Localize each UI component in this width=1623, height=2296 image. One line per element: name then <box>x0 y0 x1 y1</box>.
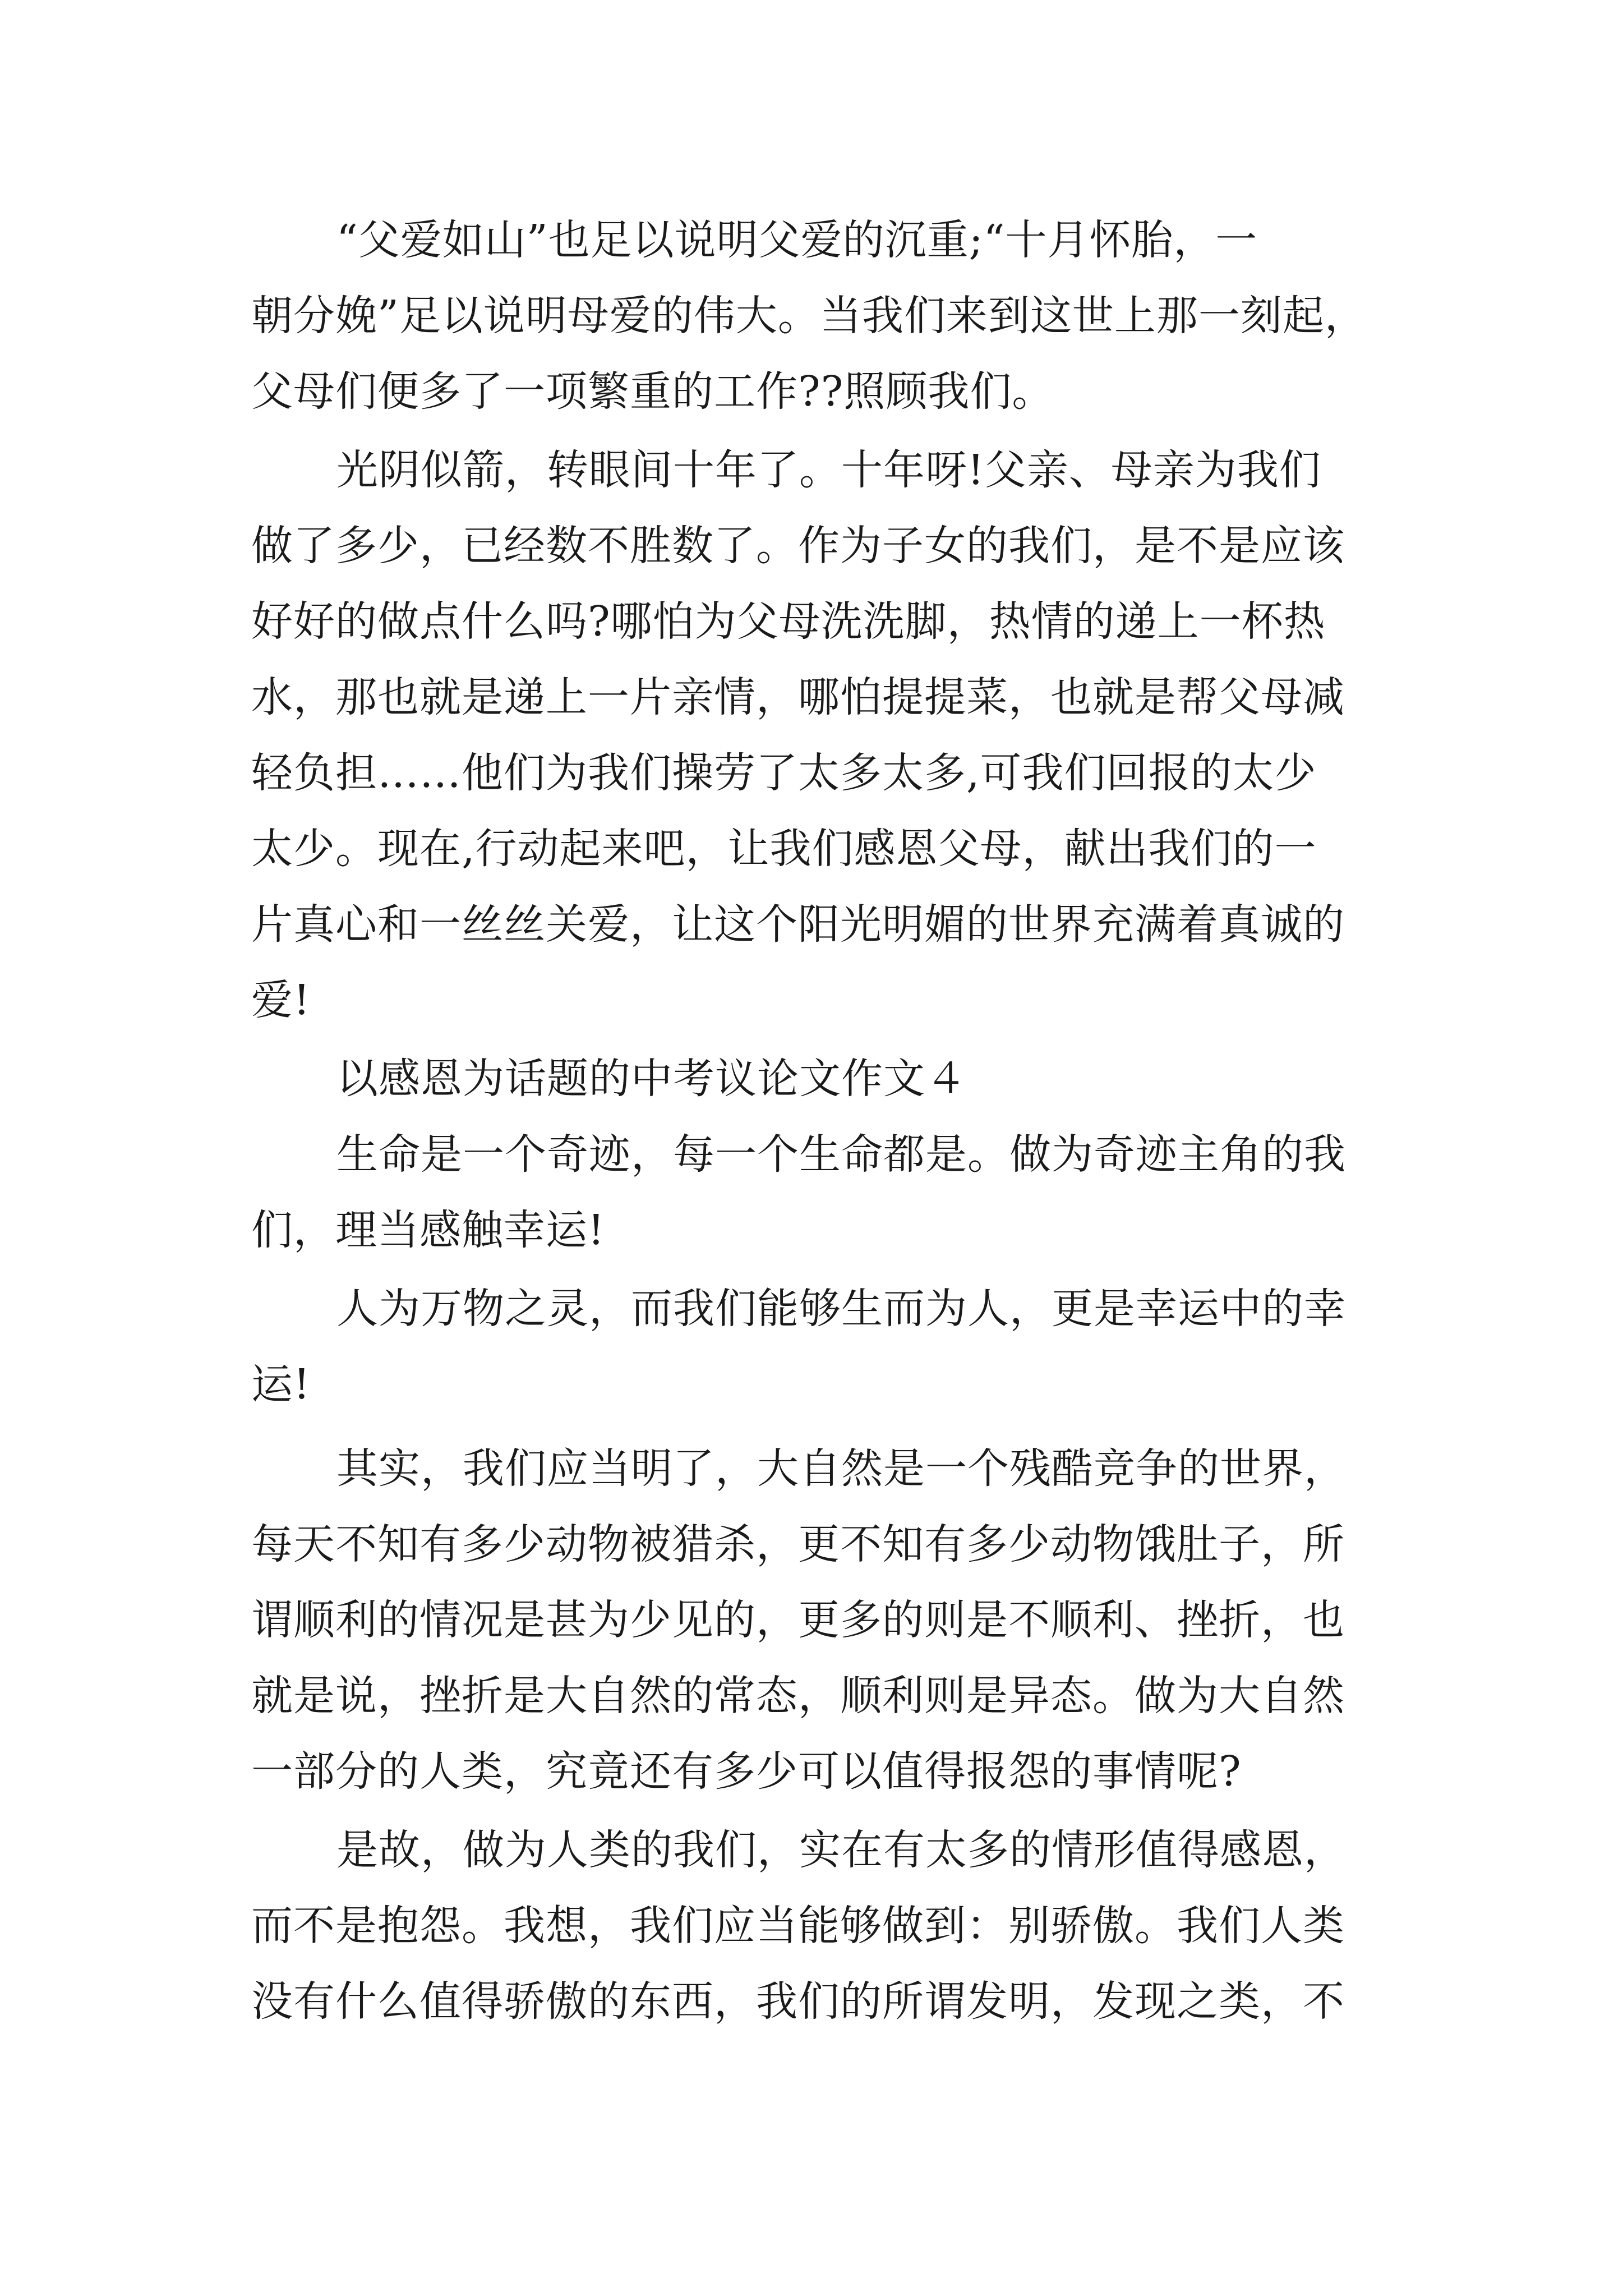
paragraph-line: 好好的做点什么吗?哪怕为父母洗洗脚，热情的递上一杯热 <box>251 597 1326 646</box>
paragraph-line: 水，那也就是递上一片亲情，哪怕提提菜，也就是帮父母减 <box>251 673 1345 721</box>
paragraph-line: 做了多少，已经数不胜数了。作为子女的我们，是不是应该 <box>251 522 1345 570</box>
paragraph-line: 一部分的人类，究竟还有多少可以值得报怨的事情呢? <box>251 1747 1242 1796</box>
paragraph-line: 而不是抱怨。我想，我们应当能够做到：别骄傲。我们人类 <box>251 1902 1345 1950</box>
section-heading: 以感恩为话题的中考议论文作文４ <box>336 1055 967 1103</box>
paragraph-line: 就是说，挫折是大自然的常态，顺利则是异态。做为大自然 <box>251 1672 1345 1720</box>
paragraph-line: 片真心和一丝丝关爱，让这个阳光明媚的世界充满着真诚的 <box>251 900 1345 949</box>
paragraph-line: 光阴似箭，转眼间十年了。十年呀!父亲、母亲为我们 <box>336 446 1321 494</box>
paragraph-line: 是故，做为人类的我们，实在有太多的情形值得感恩， <box>336 1826 1346 1874</box>
paragraph-line: 其实，我们应当明了，大自然是一个残酷竞争的世界， <box>336 1444 1346 1493</box>
paragraph-line: 没有什么值得骄傲的东西，我们的所谓发明，发现之类，不 <box>251 1977 1345 2026</box>
paragraph-line: 们，理当感触幸运! <box>251 1206 605 1254</box>
paragraph-line: 生命是一个奇迹，每一个生命都是。做为奇迹主角的我 <box>336 1130 1346 1179</box>
paragraph-line: 父母们便多了一项繁重的工作??照顾我们。 <box>251 367 1054 416</box>
paragraph-line: 每天不知有多少动物被猎杀，更不知有多少动物饿肚子，所 <box>251 1520 1345 1568</box>
paragraph-line: 谓顺利的情况是甚为少见的，更多的则是不顺利、挫折，也 <box>251 1596 1345 1644</box>
paragraph-line: 太少。现在,行动起来吧，让我们感恩父母，献出我们的一 <box>251 825 1317 873</box>
paragraph-line: “父爱如山”也足以说明父爱的沉重;“十月怀胎，一 <box>336 216 1258 264</box>
paragraph-line: 爱! <box>251 976 311 1024</box>
paragraph-line: 人为万物之灵，而我们能够生而为人，更是幸运中的幸 <box>336 1285 1346 1333</box>
paragraph-line: 朝分娩”足以说明母爱的伟大。当我们来到这世上那一刻起， <box>251 292 1367 340</box>
paragraph-line: 运! <box>251 1360 311 1409</box>
paragraph-line: 轻负担……他们为我们操劳了太多太多,可我们回报的太少 <box>251 749 1317 797</box>
